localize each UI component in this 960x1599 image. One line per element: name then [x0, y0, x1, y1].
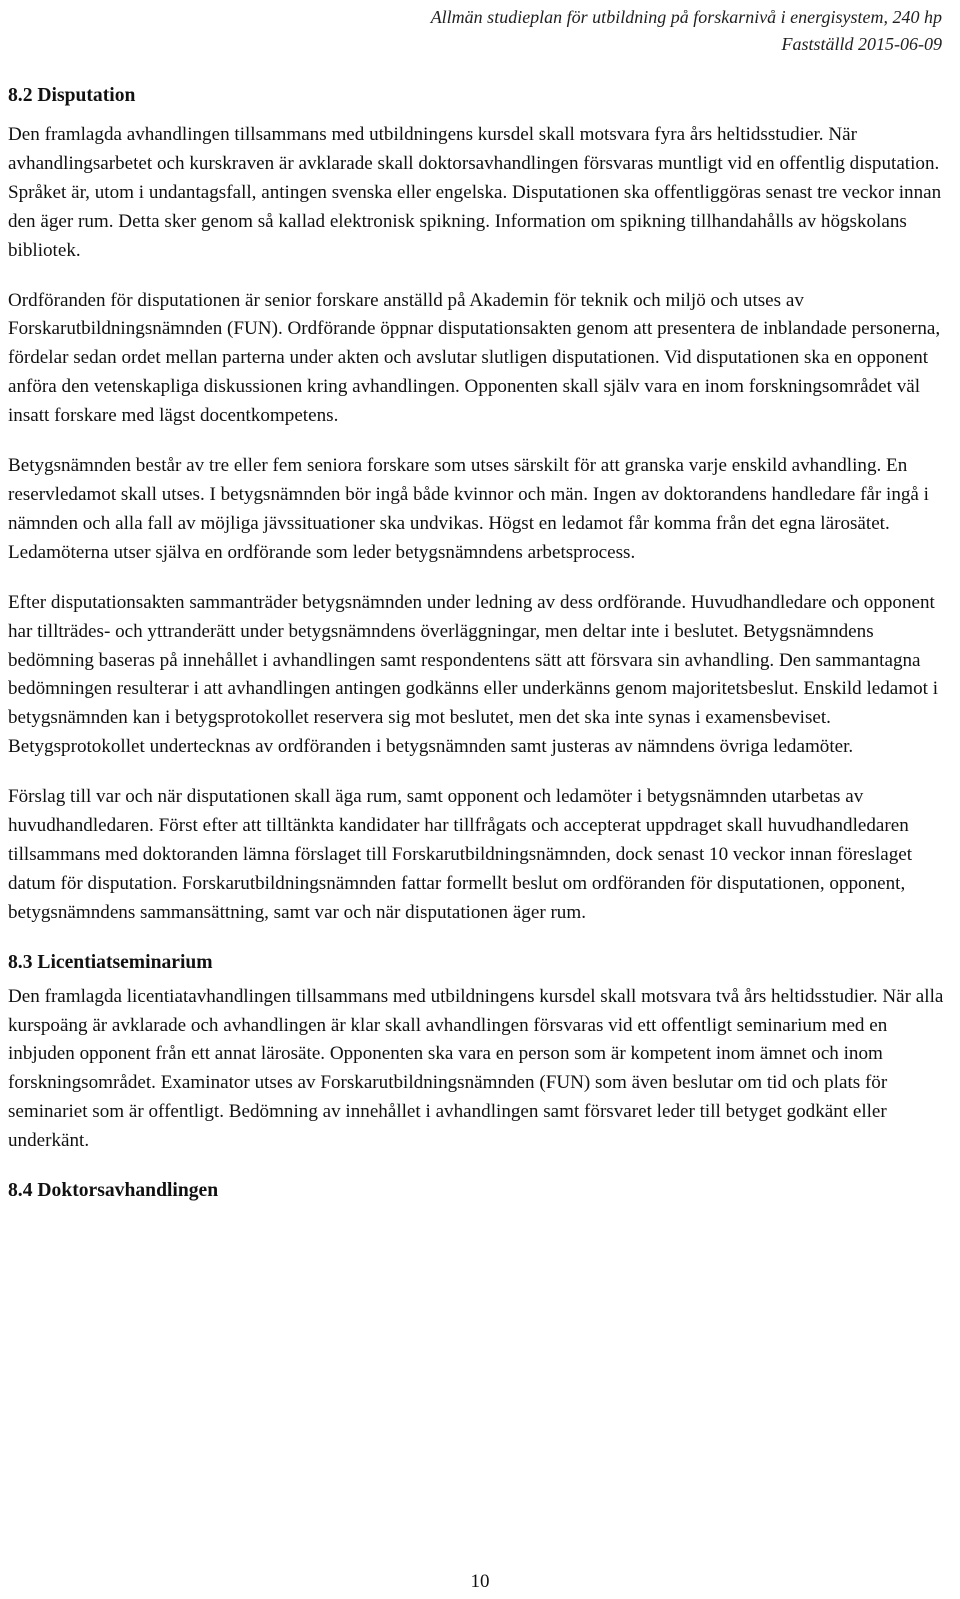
section-disputation	[8, 82, 953, 928]
document-title: Allmän studieplan för utbildning på forskarnivå i energisystem, 240 hp	[430, 7, 942, 27]
document-body	[8, 82, 953, 1211]
paragraph: Efter disputationsakten sammanträder betygsnämnden under ledning av dess ordförande. Huvudhandledare och opponent har tillträdes- och yttranderätt under betygsnämndens överläggningar, men deltar inte i beslutet. Betygsnämndens bedömning baseras på innehållet i avhandlingen samt respondentens sätt att försvara sin avhandling. Den sammantagna bedömningen resulterar i att avhandlingen antingen godkänns eller underkänns genom majoritetsbeslut. Enskild ledamot i betygsnämnden kan i betygsprotokollet reservera sig mot beslutet, men det ska inte synas i examensbeviset. Betygsprotokollet undertecknas av ordföranden i betygsnämnden samt justeras av nämndens övriga ledamöter.	[8, 591, 939, 758]
section-heading: 8.3 Licentiatseminarium	[8, 951, 213, 973]
paragraph: Ordföranden för disputationen är senior forskare anställd på Akademin för teknik och miljö och utses av Forskarutbildningsnämnden (FUN). Ordförande öppnar disputationsakten genom att presentera de inblandade personerna, fördelar sedan ordet mellan parterna under akten och avslutar slutligen disputationen. Vid disputationen ska en opponent anföra den vetenskapliga diskussionen kring avhandlingen. Opponenten skall själv vara en inom forskningsområdet väl insatt forskare med lägst docentkompetens.	[8, 289, 941, 427]
paragraph: Förslag till var och när disputationen skall äga rum, samt opponent och ledamöter i betygsnämnden utarbetas av huvudhandledaren. Först efter att tilltänkta kandidater har tillfrågats och accepterat uppdraget skall huvudhandledaren tillsammans med doktoranden lämna förslaget till Forskarutbildningsnämnden, dock senast 10 veckor innan föreslaget datum för disputation. Forskarutbildningsnämnden fattar formellt beslut om ordföranden för disputationen, opponent, betygsnämndens sammansättning, samt var och när disputationen äger rum.	[8, 786, 913, 923]
page-number: 10	[470, 1571, 490, 1592]
section-licentiatseminarium	[8, 949, 953, 1156]
paragraph: Den framlagda licentiatavhandlingen tillsammans med utbildningens kursdel skall motsvara två års heltidsstudier. När alla kurspoäng är avklarade och avhandlingen är klar skall avhandlingen försvaras vid ett offentligt seminarium med en inbjuden opponent från ett annat lärosäte. Opponenten ska vara en person som är kompetent inom ämnet och inom forskningsområdet. Examinator utses av Forskarutbildningsnämnden (FUN) som även beslutar om tid och plats för seminariet som är offentligt. Bedömning av innehållet i avhandlingen samt försvaret leder till betyget godkänt eller underkänt.	[8, 985, 944, 1152]
document-date: Fastställd 2015-06-09	[781, 34, 942, 54]
section-doktorsavhandlingen	[8, 1177, 953, 1205]
section-heading: 8.4 Doktorsavhandlingen	[8, 1180, 219, 1202]
paragraph: Betygsnämnden består av tre eller fem seniora forskare som utses särskilt för att granska varje enskild avhandling. En reservledamot skall utses. I betygsnämnden bör ingå både kvinnor och män. Ingen av doktorandens handledare får ingå i nämnden och alla fall av möjliga jävssituationer ska undvikas. Högst en ledamot får komma från det egna lärosätet. Ledamöterna utser själva en ordförande som leder betygsnämndens arbetsprocess.	[8, 455, 929, 563]
paragraph: Den framlagda avhandlingen tillsammans med utbildningens kursdel skall motsvara fyra års heltidsstudier. När avhandlingsarbetet och kurskraven är avklarade skall doktorsavhandlingen försvaras muntligt vid en offentlig disputation. Språket är, utom i undantagsfall, antingen svenska eller engelska. Disputationen ska offentliggöras senast tre veckor innan den äger rum. Detta sker genom så kallad elektronisk spikning. Information om spikning tillhandahålls av högskolans bibliotek.	[8, 124, 942, 261]
section-heading: 8.2 Disputation	[8, 85, 136, 106]
page-header	[431, 4, 942, 58]
